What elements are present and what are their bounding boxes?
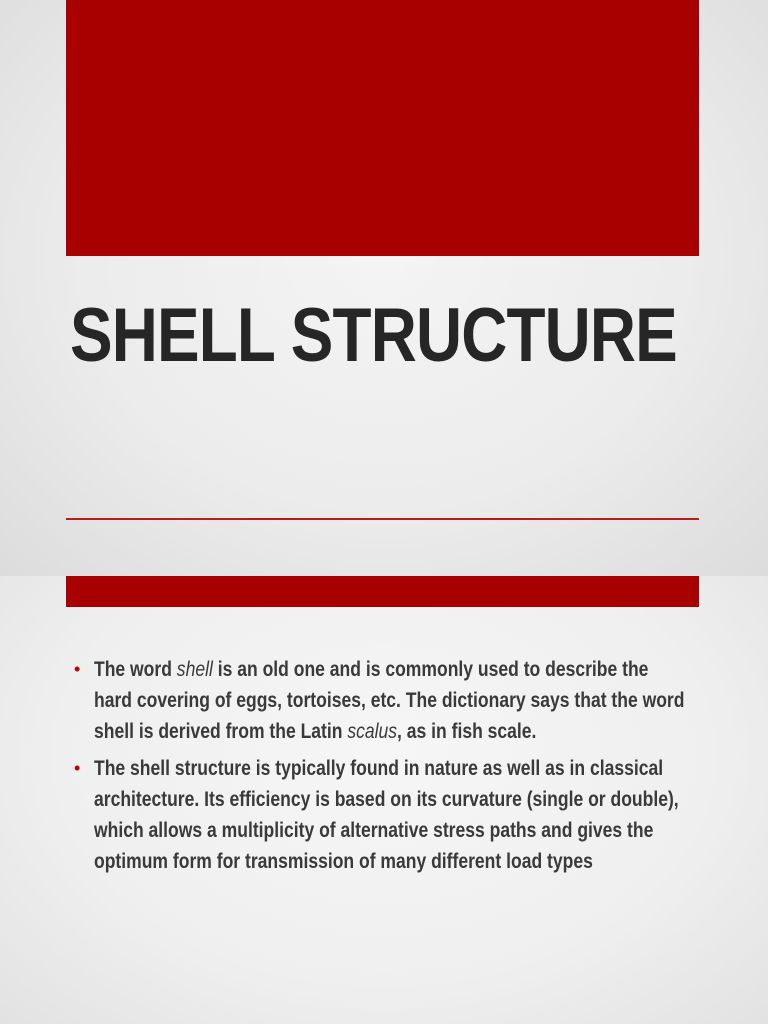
bullet-text-1 (94, 654, 687, 747)
bullet-1-text-b: is an old one and is commonly used to describe the hard covering of eggs, tortoises, etc. The dictionary says that the word shell is derived from the Latin (94, 658, 685, 743)
bullet-1-emphasis-shell: shell (176, 658, 213, 681)
bullet-item-1 (72, 654, 732, 747)
slide-title: SHELL STRUCTURE (70, 293, 677, 378)
title-divider-line (66, 518, 699, 520)
bullet-1-text-c: , as in fish scale. (397, 720, 537, 743)
content-slide (0, 576, 768, 1024)
bullet-item-2 (72, 753, 732, 877)
bullet-1-emphasis-scalus: scalus (347, 720, 398, 743)
title-accent-block (66, 0, 699, 256)
bullet-dot-icon: • (74, 758, 81, 778)
bullet-dot-icon: • (74, 659, 81, 679)
bullet-1-text-a: The word (94, 658, 177, 681)
bullet-list (72, 654, 732, 883)
bullet-text-2: The shell structure is typically found in nature as well as in classical architecture. Its efficiency is based on its curvature (single or double), which allows a multiplicity of alternative stress paths and gives the optimum form for transmission of many different load types (94, 757, 679, 873)
content-accent-bar (66, 576, 699, 607)
